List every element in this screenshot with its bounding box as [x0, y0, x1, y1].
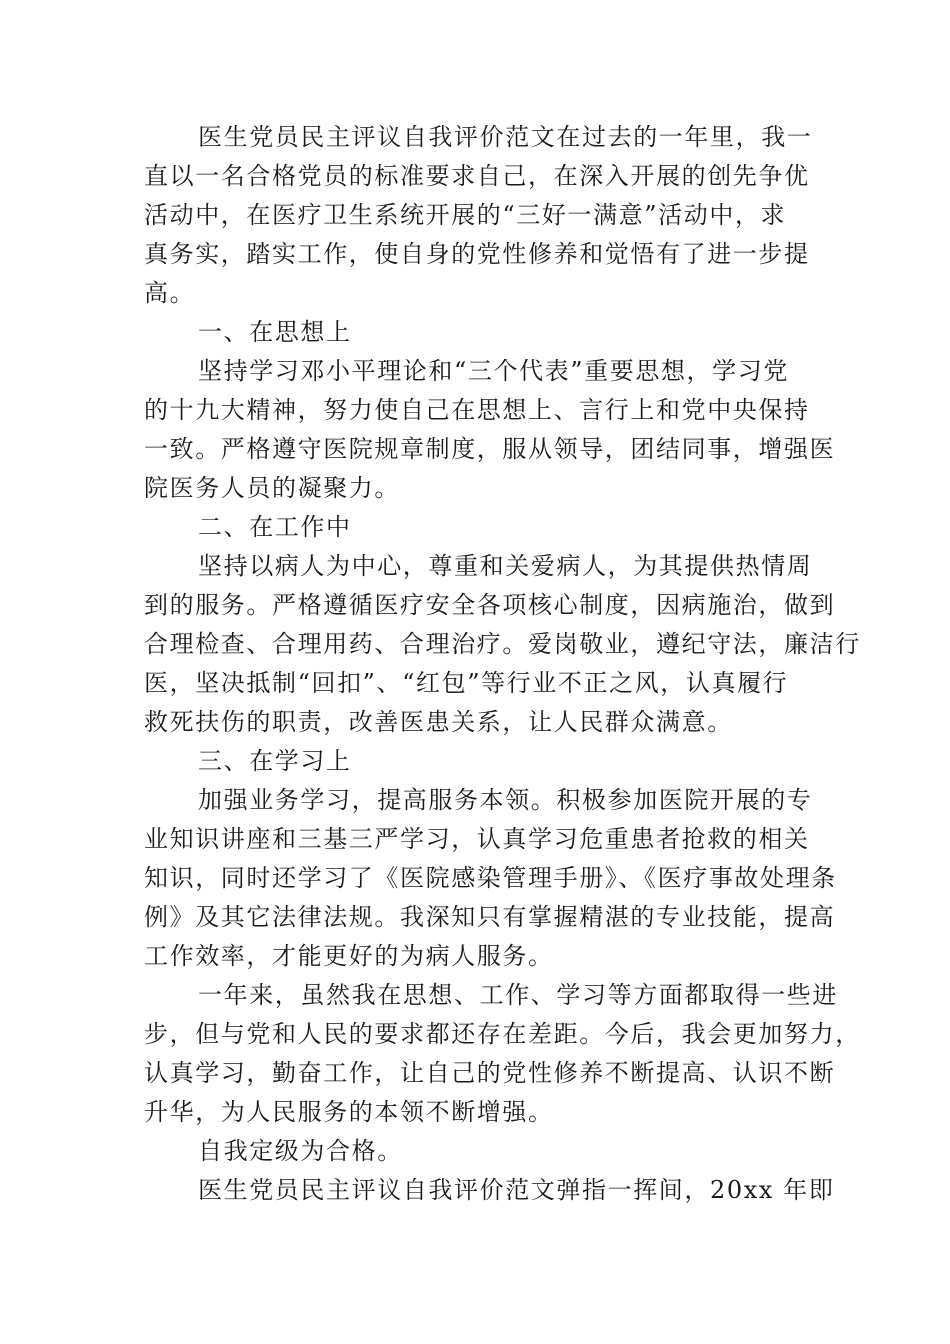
paragraph-thought-line-1: 坚持学习邓小平理论和“三个代表”重要思想，学习党 [198, 357, 789, 385]
next-essay-first-line: 医生党员民主评议自我评价范文弹指一挥间，20xx 年即 [198, 1176, 835, 1204]
paragraph-intro-line-3: 活动中，在医疗卫生系统开展的“三好一满意”活动中，求 [144, 201, 787, 229]
paragraph-work-line-2: 到的服务。严格遵循医疗安全各项核心制度，因病施治，做到 [144, 591, 836, 619]
paragraph-thought-line-4: 院医务人员的凝聚力。 [144, 474, 400, 502]
paragraph-summary-line-2: 步，但与党和人民的要求都还存在差距。今后，我会更加努力， [144, 1020, 861, 1048]
paragraph-summary-line-4: 升华，为人民服务的本领不断增强。 [144, 1098, 554, 1126]
paragraph-work-line-3: 合理检查、合理用药、合理治疗。爱岗敬业，遵纪守法，廉洁行 [144, 630, 861, 658]
paragraph-summary-line-3: 认真学习，勤奋工作，让自己的党性修养不断提高、认识不断 [144, 1059, 836, 1087]
paragraph-intro-line-2: 直以一名合格党员的标准要求自己，在深入开展的创先争优 [144, 162, 810, 190]
paragraph-study-line-2: 业知识讲座和三基三严学习，认真学习危重患者抢救的相关 [144, 825, 810, 853]
paragraph-work-line-5: 救死扶伤的职责，改善医患关系，让人民群众满意。 [144, 708, 733, 736]
paragraph-study-line-5: 工作效率，才能更好的为病人服务。 [144, 942, 554, 970]
paragraph-intro-line-1: 医生党员民主评议自我评价范文在过去的一年里，我一 [198, 123, 813, 151]
paragraph-work-line-1: 坚持以病人为中心，尊重和关爱病人，为其提供热情周 [198, 552, 813, 580]
paragraph-work-line-4: 医，坚决抵制“回扣”、“红包”等行业不正之风，认真履行 [144, 669, 789, 697]
paragraph-thought-line-2: 的十九大精神，努力使自己在思想上、言行上和党中央保持 [144, 396, 810, 424]
section-heading-work: 二、在工作中 [198, 513, 352, 541]
section-heading-thought: 一、在思想上 [198, 318, 352, 346]
paragraph-study-line-4: 例》及其它法律法规。我深知只有掌握精湛的专业技能，提高 [144, 903, 836, 931]
paragraph-study-line-3: 知识，同时还学习了《医院感染管理手册》、《医疗事故处理条 [144, 864, 837, 892]
paragraph-thought-line-3: 一致。严格遵守医院规章制度，服从领导，团结同事，增强医 [144, 435, 836, 463]
paragraph-intro-line-5: 高。 [144, 279, 196, 307]
paragraph-summary-line-1: 一年来，虽然我在思想、工作、学习等方面都取得一些进 [198, 981, 838, 1009]
paragraph-intro-line-4: 真务实，踏实工作，使自身的党性修养和觉悟有了进一步提 [144, 240, 810, 268]
self-rating-line: 自我定级为合格。 [198, 1137, 403, 1165]
paragraph-study-line-1: 加强业务学习，提高服务本领。积极参加医院开展的专 [198, 786, 813, 814]
section-heading-study: 三、在学习上 [198, 747, 352, 775]
